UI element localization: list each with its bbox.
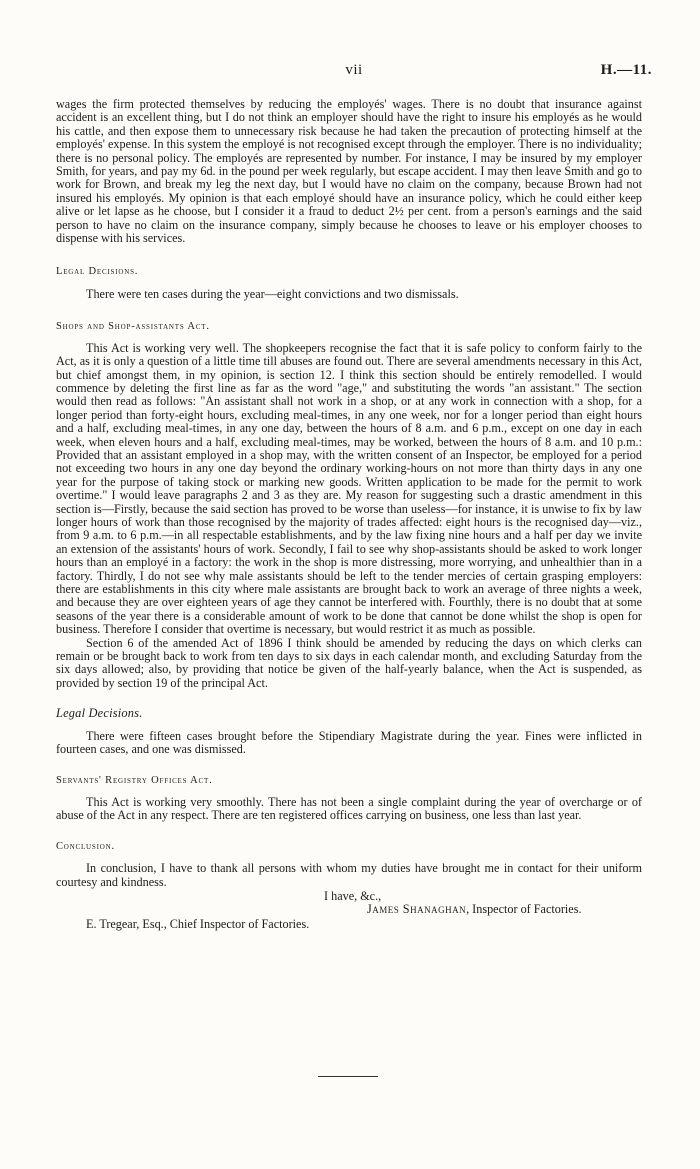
- heading-servants-registry: Servants' Registry Offices Act.: [56, 775, 213, 787]
- paragraph-insurance: wages the firm protected themselves by reducing the employés' wages. There is no doubt that insurance against accident is an excellent thing, but I do not think an employer should have the right to insure his employés as he would his cattle, and then expose them to unnecessary risk because he had taken the precaution of protecting himself at the employés' expense. In this system the employé is not recognised except through the employer. There is no individuality; there is no personal policy. The employés are represented by number. For instance, I may be insured by my employer Smith, for years, and pay my 6d. in the pound per week regularly, but escape accident. I may then leave Smith and go to work for Brown, and break my leg the next day, but I would have no claim on the company, because Brown had not insured his employés. My opinion is that each employé should have an insurance policy, which he could either keep alive or let lapse as he choose, but I consider it a fraud to deduct 2½ per cent. from a person's earnings and the said person to have no claim on the insurance company, simply because he chooses to leave or his employer chooses to dispense with his services.: [56, 97, 642, 246]
- page-reference: H.—11.: [600, 62, 652, 78]
- closing-rule: [318, 1076, 378, 1077]
- signature-line: [56, 903, 642, 916]
- paragraph-shops-act: This Act is working very well. The shopkeepers recognise the fact that it is safe policy to conform fairly to the Act, as it is only a question of a little time till abuses are found out. There are several amendments necessary in this Act, but chief amongst them, in my opinion, is section 12. I think this section should be entirely remodelled. I would commence by deleting the first line as far as the word "age," and substituting the words "an assistant." The section would then read as follows: "An assistant shall not work in a shop, or at any work in connection with a shop, for a longer period than forty-eight hours, excluding meal-times, in any one week, nor for a longer period than eight hours and a half, excluding meal-times, in any one day, between the hours of 8 a.m. and 6 p.m., except on one day in each week, when eleven hours and a half, excluding meal-times, may be worked, between the hours of 8 a.m. and 10 p.m.: Provided that an assistant employed in a shop may, with the written consent of an Inspector, be employed for a period not exceeding two hours in any one day beyond the ordinary working-hours on not more than thirty days in any one year for the purpose of taking stock or marking new goods. Written application to be made for the permit to work overtime." I would leave paragraphs 2 and 3 as they are. My reason for suggesting such a drastic amendment in this section is—Firstly, because the said section has proved to be worse than useless—for instance, it is unwise to fix by law longer hours of work than those recognised by the majority of trades affected: eight hours is the recognised day—viz., from 9 a.m. to 6 p.m.—in all respectable establishments, and by the law fixing nine hours and a half per day we invite an extension of the assistants' hours of work. Secondly, I fail to see why shop-assistants should be asked to work longer hours than an employé in a factory: the work in the shop is more distressing, more worrying, and unhealthier than in a factory. Thirdly, I do not see why male assistants should be left to the tender mercies of certain grasping employers: there are establishments in this city where male assistants are brought back to work an average of three nights a week, and because they are over eighteen years of age they cannot be interfered with. Fourthly, there is no doubt that at some seasons of the year there is a considerable amount of work to be done that cannot be done whilst the shop is open for business. Therefore I consider that overtime is necessary, but would restrict it as much as possible.: [56, 340, 642, 637]
- document-body: [56, 98, 642, 931]
- signature-name: James Shanaghan: [367, 902, 467, 917]
- signature-title: , Inspector of Factories.: [466, 902, 582, 917]
- paragraph-legal-decisions: There were ten cases during the year—eight convictions and two dismissals.: [86, 286, 459, 301]
- paragraph-servants-registry: This Act is working very smoothly. There has not been a single complaint during the year of overcharge or of abuse of the Act in any respect. There are ten registered offices carrying on business, one less than last year.: [56, 794, 642, 823]
- page-header: [56, 62, 652, 84]
- heading-conclusion: Conclusion.: [56, 840, 115, 852]
- heading-legal-decisions: Legal Decisions.: [56, 266, 139, 278]
- addressee: E. Tregear, Esq., Chief Inspector of Factories.: [86, 916, 310, 931]
- paragraph-section-6: Section 6 of the amended Act of 1896 I think should be amended by reducing the days on which clerks can remain or be brought back to work from ten days to six days in each calendar month, and excluding Saturday from the six days allowed; also, by providing that notice be given of the half-yearly balance, when the Act is suspended, as provided by section 19 of the principal Act.: [56, 635, 642, 690]
- heading-legal-decisions-2: Legal Decisions.: [56, 706, 143, 721]
- page-number: vii: [345, 62, 363, 78]
- signature-greeting: I have, &c.,: [324, 888, 382, 903]
- paragraph-legal-decisions-2: There were fifteen cases brought before the Stipendiary Magistrate during the year. Fines were inflicted in fourteen cases, and one was dismissed.: [56, 728, 642, 757]
- heading-shops-act: Shops and Shop-assistants Act.: [56, 321, 210, 333]
- paragraph-conclusion: In conclusion, I have to thank all persons with whom my duties have brought me in contact for their uniform courtesy and kindness.: [56, 861, 642, 889]
